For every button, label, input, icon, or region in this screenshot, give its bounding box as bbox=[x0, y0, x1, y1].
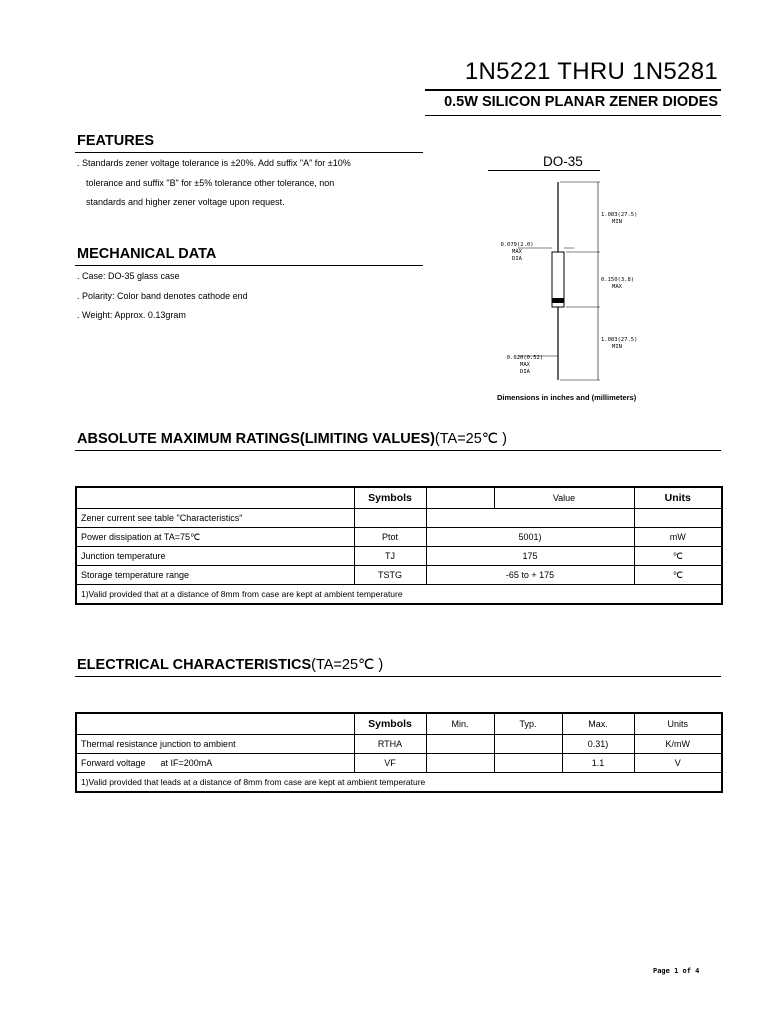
elec-rule bbox=[75, 676, 721, 677]
abs-max-table bbox=[75, 486, 723, 605]
table-note-row: 1)Valid provided that leads at a distance of 8mm from case are kept at ambient temperature bbox=[76, 773, 722, 793]
features-heading: FEATURES bbox=[77, 133, 155, 149]
dimensions-note: Dimensions in inches and (millimeters) bbox=[497, 393, 637, 402]
mechanical-item: . Weight: Approx. 0.13gram bbox=[77, 310, 186, 320]
table-row: Junction temperature TJ 175 ℃ bbox=[76, 547, 722, 566]
page-subtitle: 0.5W SILICON PLANAR ZENER DIODES bbox=[444, 94, 718, 110]
mechanical-item: . Polarity: Color band denotes cathode end bbox=[77, 291, 248, 301]
table-row: Forward voltage at IF=200mA VF 1.1 V bbox=[76, 754, 722, 773]
abs-max-rule bbox=[75, 450, 721, 451]
elec-condition: (TA=25℃ ) bbox=[311, 657, 384, 673]
col-symbols: Symbols bbox=[354, 487, 426, 509]
dim-lead-bottom: 1.083(27.5) MIN bbox=[601, 337, 638, 350]
dim-body-diameter: 0.079(2.0) MAX DIA bbox=[500, 242, 534, 262]
table-note-row: 1)Valid provided that at a distance of 8mm from case are kept at ambient temperature bbox=[76, 585, 722, 605]
features-item: tolerance and suffix "B" for ±5% tolerance other tolerance, non bbox=[86, 178, 335, 188]
col-symbols: Symbols bbox=[354, 713, 426, 735]
table-row: Power dissipation at TA=75℃ Ptot 5001) mW bbox=[76, 528, 722, 547]
cathode-band bbox=[552, 298, 564, 303]
table-header-row bbox=[76, 713, 722, 735]
table-row: Thermal resistance junction to ambient RTHA 0.31) K/mW bbox=[76, 735, 722, 754]
table-row: Zener current see table "Characteristics" bbox=[76, 509, 722, 528]
col-units: Units bbox=[634, 713, 722, 735]
mechanical-heading: MECHANICAL DATA bbox=[77, 246, 217, 262]
features-item: standards and higher zener voltage upon request. bbox=[86, 197, 285, 207]
title-rule bbox=[425, 89, 721, 91]
package-label: DO-35 bbox=[543, 154, 583, 169]
features-item: . Standards zener voltage tolerance is ±20%. Add suffix "A" for ±10% bbox=[77, 158, 351, 168]
table-row: Storage temperature range TSTG -65 to + 175 ℃ bbox=[76, 566, 722, 585]
table-header-row bbox=[76, 487, 722, 509]
dim-lead-top: 1.083(27.5) MIN bbox=[601, 212, 638, 225]
page-title: 1N5221 THRU 1N5281 bbox=[464, 58, 718, 85]
features-rule bbox=[75, 152, 423, 153]
col-units: Units bbox=[634, 487, 722, 509]
elec-heading: ELECTRICAL CHARACTERISTICS(TA=25℃ ) bbox=[77, 657, 384, 673]
elec-table bbox=[75, 712, 723, 793]
abs-max-condition: (TA=25℃ ) bbox=[434, 431, 507, 447]
dim-body-length: 0.150(3.8) MAX bbox=[601, 277, 635, 290]
col-min: Min. bbox=[426, 713, 494, 735]
col-typ: Typ. bbox=[494, 713, 562, 735]
col-value: Value bbox=[494, 487, 634, 509]
dim-lead-diameter: 0.020(0.52) MAX DIA bbox=[506, 355, 544, 375]
page-number: Page 1 of 4 bbox=[653, 967, 700, 975]
abs-max-heading: ABSOLUTE MAXIMUM RATINGS(LIMITING VALUES)(TA=25℃ ) bbox=[77, 431, 507, 447]
subtitle-rule bbox=[425, 115, 721, 116]
mechanical-item: . Case: DO-35 glass case bbox=[77, 271, 180, 281]
package-label-rule bbox=[488, 170, 600, 171]
mechanical-rule bbox=[75, 265, 423, 266]
col-max: Max. bbox=[562, 713, 634, 735]
